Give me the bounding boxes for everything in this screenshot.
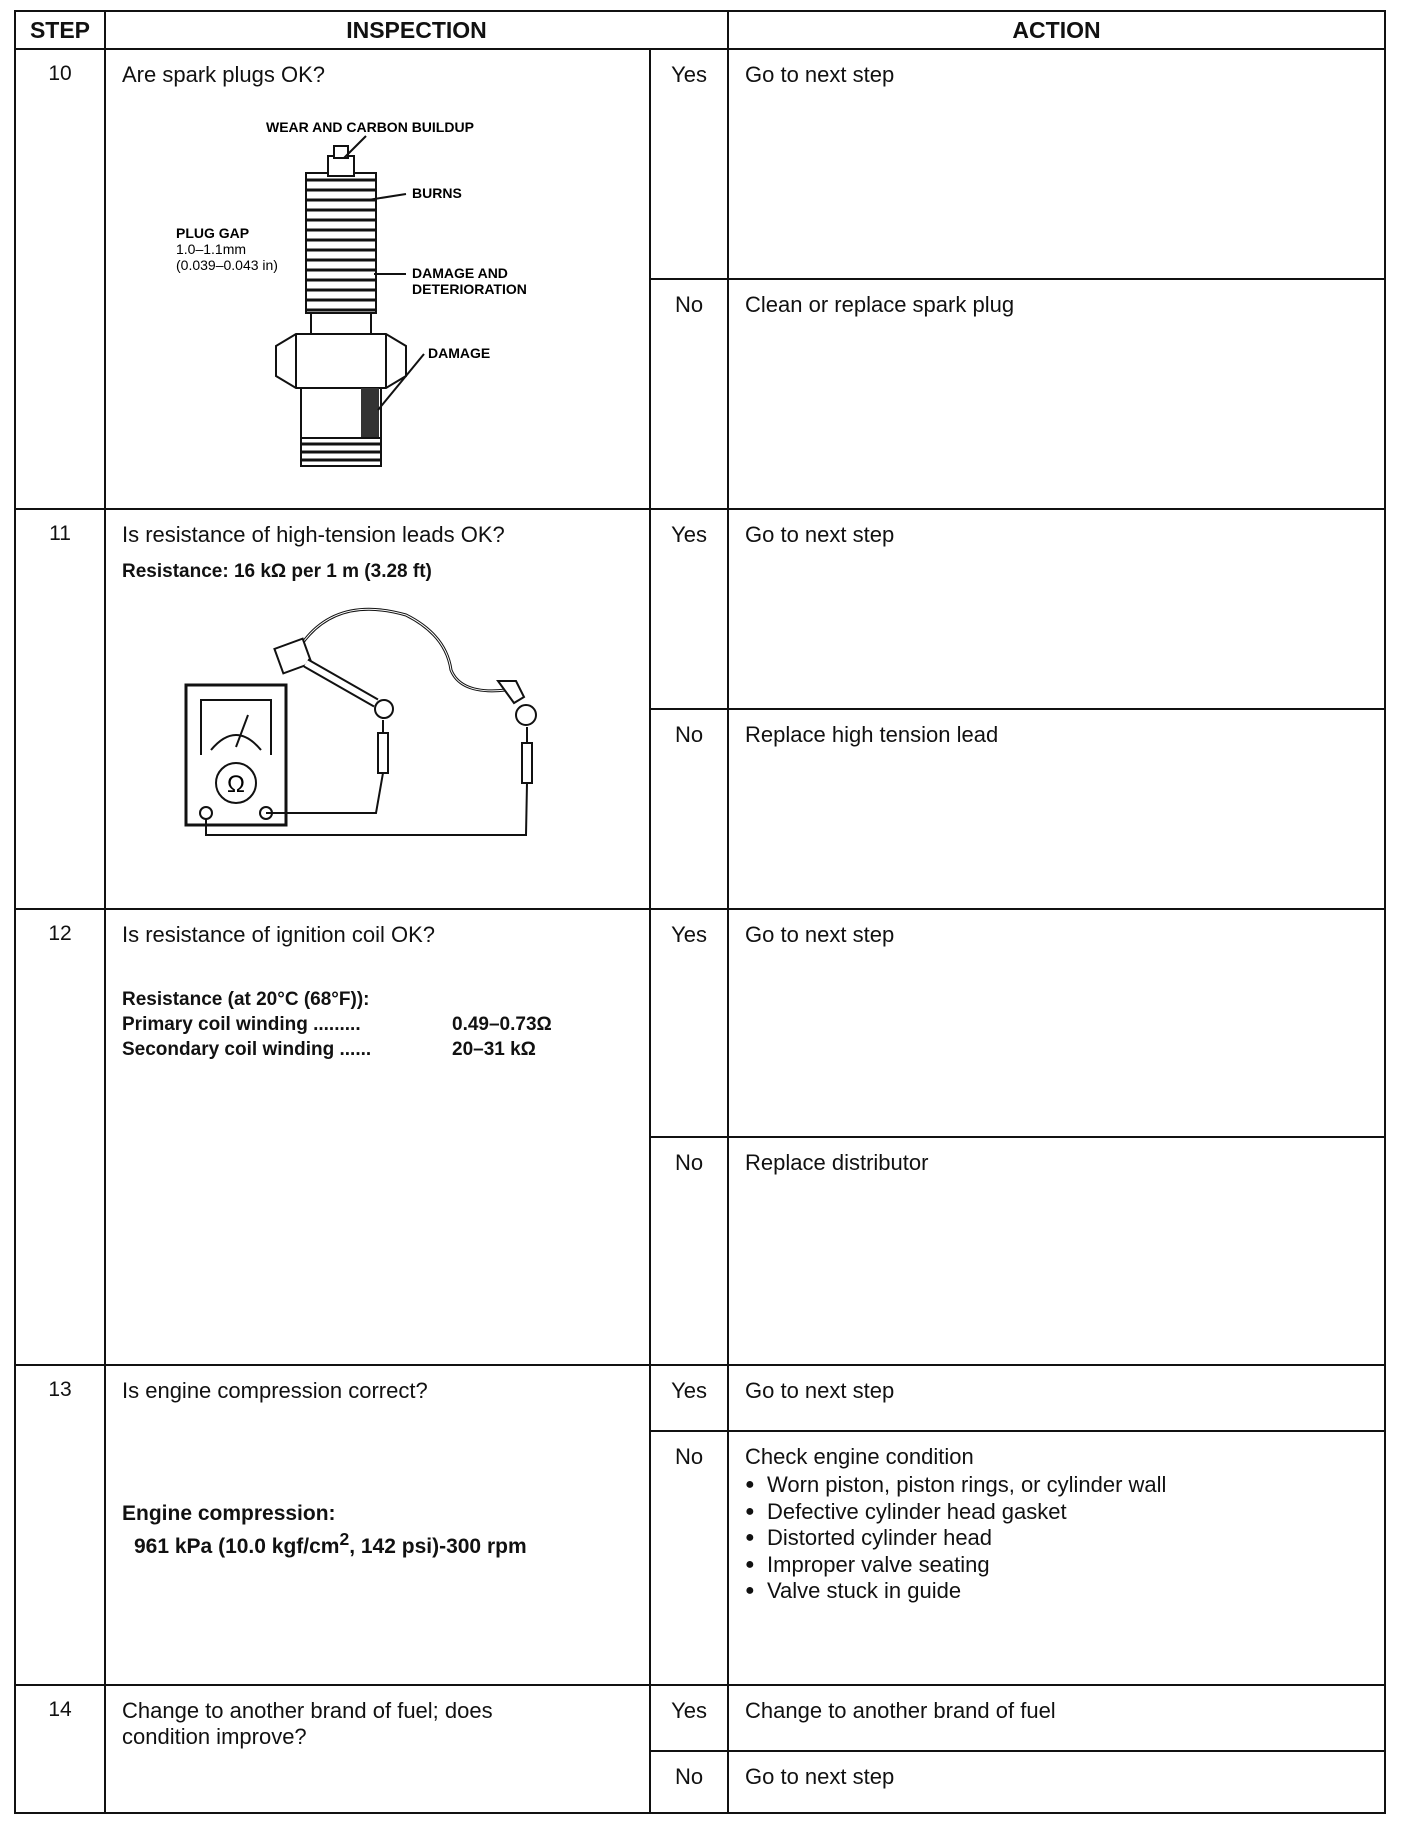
label-plug-gap: PLUG GAP bbox=[176, 225, 250, 242]
inspection-spec: Resistance: 16 kΩ per 1 m (3.28 ft) bbox=[122, 561, 432, 583]
header-row bbox=[15, 11, 1385, 49]
spec-value-a: 961 kPa (10.0 kgf/cm bbox=[134, 1534, 340, 1558]
yes-action: Go to next step bbox=[728, 909, 1385, 1137]
no-action: Clean or replace spark plug bbox=[728, 279, 1385, 509]
table-row bbox=[15, 909, 1385, 1137]
label-damage: DAMAGE bbox=[428, 345, 491, 362]
yes-label: Yes bbox=[650, 909, 728, 1137]
no-label: No bbox=[650, 709, 728, 909]
list-item: ● Worn piston, piston rings, or cylinder wall bbox=[767, 1472, 1187, 1498]
inspection-question: Is engine compression correct? bbox=[122, 1378, 428, 1403]
ohmmeter-figure bbox=[106, 585, 646, 865]
no-action-title: Check engine condition bbox=[745, 1444, 974, 1469]
no-action: Go to next step bbox=[728, 1751, 1385, 1813]
inspection-question: Is resistance of high-tension leads OK? bbox=[122, 522, 505, 547]
spec-title: Engine compression: bbox=[122, 1502, 336, 1526]
list-item: ● Distorted cylinder head bbox=[767, 1525, 1368, 1551]
yes-action: Change to another brand of fuel bbox=[728, 1685, 1385, 1751]
inspection-question: Is resistance of ignition coil OK? bbox=[122, 922, 436, 947]
yes-label: Yes bbox=[650, 1685, 728, 1751]
inspection-question: Change to another brand of fuel; does condition improve? bbox=[122, 1698, 493, 1750]
table-row bbox=[15, 49, 1385, 279]
inspection-cell bbox=[105, 1365, 650, 1685]
label-burns: BURNS bbox=[412, 185, 462, 202]
no-action: Replace high tension lead bbox=[728, 709, 1385, 909]
step-number: 10 bbox=[15, 49, 105, 509]
inspection-cell bbox=[105, 1685, 650, 1813]
spec-label: Secondary coil winding ...... bbox=[122, 1038, 372, 1060]
diagnosis-sheet bbox=[14, 10, 1384, 1820]
no-label: No bbox=[650, 1431, 728, 1685]
spec-value bbox=[106, 1528, 649, 1560]
label-damage-det-2: DETERIORATION bbox=[412, 281, 527, 298]
yes-label: Yes bbox=[650, 509, 728, 709]
spec-row-primary bbox=[106, 1013, 649, 1038]
inspection-cell bbox=[105, 909, 650, 1365]
label-wear: WEAR AND CARBON BUILDUP bbox=[266, 119, 474, 136]
yes-label: Yes bbox=[650, 1365, 728, 1431]
yes-action: Go to next step bbox=[728, 49, 1385, 279]
inspection-cell bbox=[105, 49, 650, 509]
label-damage-det-1: DAMAGE AND bbox=[412, 265, 508, 282]
spec-value-b: , 142 psi)-300 rpm bbox=[349, 1534, 527, 1558]
no-action bbox=[728, 1431, 1385, 1685]
spec-row-secondary bbox=[106, 1038, 649, 1063]
no-action: Replace distributor bbox=[728, 1137, 1385, 1365]
step-number: 12 bbox=[15, 909, 105, 1365]
spec-label: Primary coil winding ......... bbox=[122, 1014, 361, 1036]
list-item: ● Valve stuck in guide bbox=[767, 1578, 1368, 1604]
spark-plug-figure bbox=[106, 88, 646, 468]
label-gap-mm: 1.0–1.1mm bbox=[176, 241, 247, 258]
header-action: ACTION bbox=[728, 11, 1385, 49]
table-row bbox=[15, 1685, 1385, 1751]
step-number: 14 bbox=[15, 1685, 105, 1813]
list-item: ● Defective cylinder head gasket bbox=[767, 1499, 1368, 1525]
list-item: ● Improper valve seating bbox=[767, 1552, 1368, 1578]
ohm-symbol: Ω bbox=[227, 771, 245, 799]
spec-title: Resistance (at 20°C (68°F)): bbox=[122, 989, 370, 1011]
yes-label: Yes bbox=[650, 49, 728, 279]
table-row bbox=[15, 509, 1385, 709]
yes-action: Go to next step bbox=[728, 1365, 1385, 1431]
spec-value: 0.49–0.73Ω bbox=[452, 1014, 552, 1036]
spec-superscript: 2 bbox=[339, 1528, 350, 1549]
no-label: No bbox=[650, 279, 728, 509]
no-label: No bbox=[650, 1137, 728, 1365]
table-row bbox=[15, 1365, 1385, 1431]
header-step: STEP bbox=[15, 11, 105, 49]
no-label: No bbox=[650, 1751, 728, 1813]
step-number: 13 bbox=[15, 1365, 105, 1685]
yes-action: Go to next step bbox=[728, 509, 1385, 709]
diagnosis-table bbox=[14, 10, 1386, 1814]
condition-list bbox=[745, 1472, 1368, 1604]
spec-value: 20–31 kΩ bbox=[452, 1038, 536, 1060]
inspection-cell bbox=[105, 509, 650, 909]
label-gap-in: (0.039–0.043 in) bbox=[176, 257, 278, 274]
step-number: 11 bbox=[15, 509, 105, 909]
header-inspection: INSPECTION bbox=[105, 11, 728, 49]
inspection-question: Are spark plugs OK? bbox=[122, 62, 325, 87]
